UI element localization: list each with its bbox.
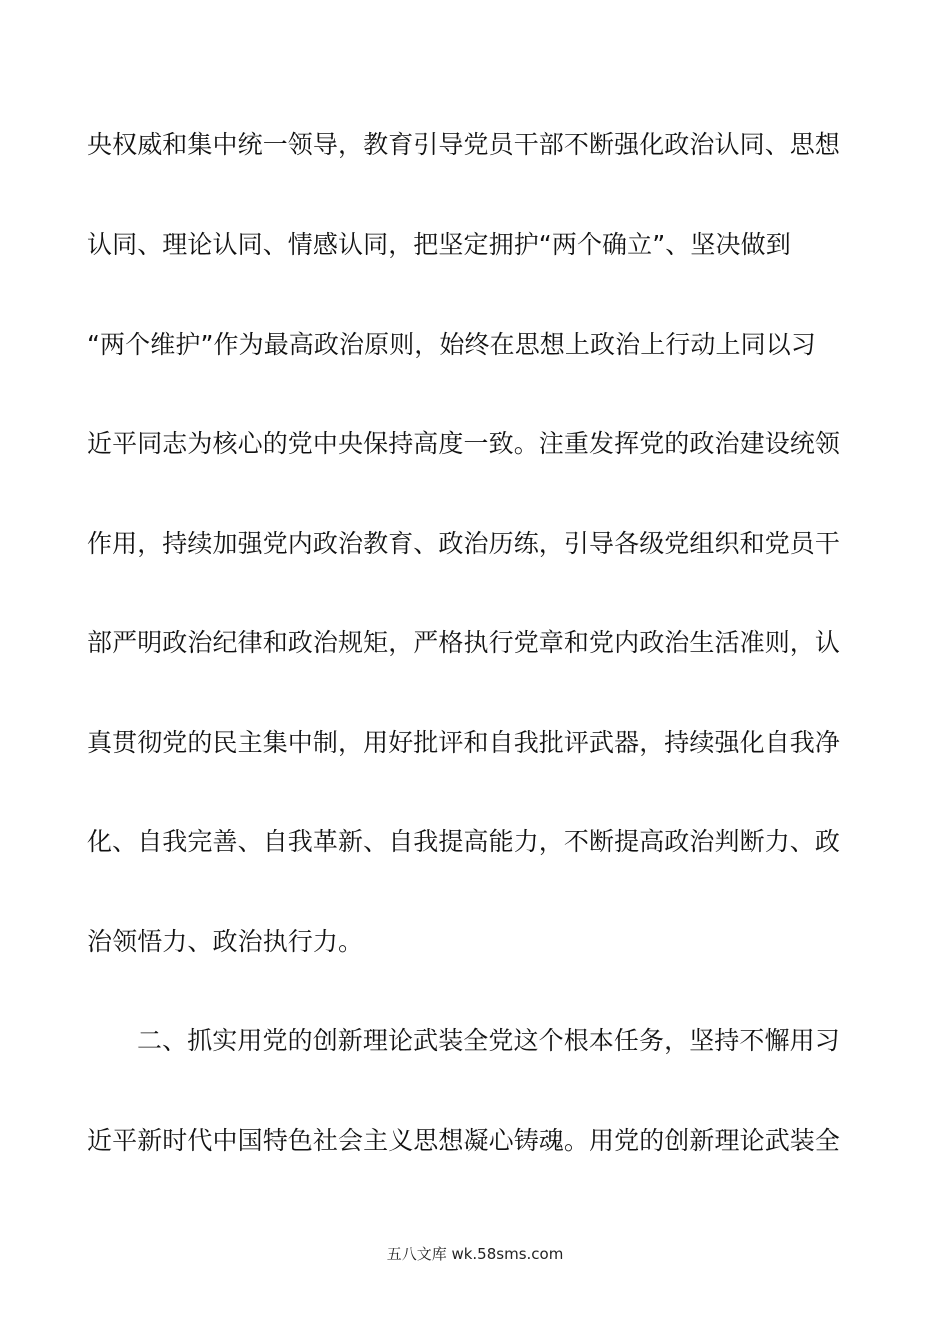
text-line-9: 治领悟力、政治执行力。 — [87, 927, 364, 956]
text-line-5: 作用，持续加强党内政治教育、政治历练，引导各级党组织和党员干 — [87, 529, 841, 558]
text-line-8: 化、自我完善、自我革新、自我提高能力，不断提高政治判断力、政 — [87, 827, 841, 856]
text-line-4: 近平同志为核心的党中央保持高度一致。注重发挥党的政治建设统领 — [87, 429, 841, 458]
text-line-6: 部严明政治纪律和政治规矩，严格执行党章和党内政治生活准则，认 — [87, 628, 841, 657]
text-line-1: 央权威和集中统一领导，教育引导党员干部不断强化政治认同、思想 — [87, 130, 841, 159]
text-line-11: 近平新时代中国特色社会主义思想凝心铸魂。用党的创新理论武装全 — [87, 1126, 841, 1155]
text-line-7: 真贯彻党的民主集中制，用好批评和自我批评武器，持续强化自我净 — [87, 728, 841, 757]
footer-watermark: 五八文库 wk.58sms.com — [386, 1245, 564, 1263]
text-line-3: “两个维护”作为最高政治原则，始终在思想上政治上行动上同以习 — [87, 330, 816, 359]
section-heading-line: 二、抓实用党的创新理论武装全党这个根本任务，坚持不懈用习 — [137, 1026, 840, 1055]
text-line-2: 认同、理论认同、情感认同，把坚定拥护“两个确立”、坚决做到 — [87, 230, 791, 259]
